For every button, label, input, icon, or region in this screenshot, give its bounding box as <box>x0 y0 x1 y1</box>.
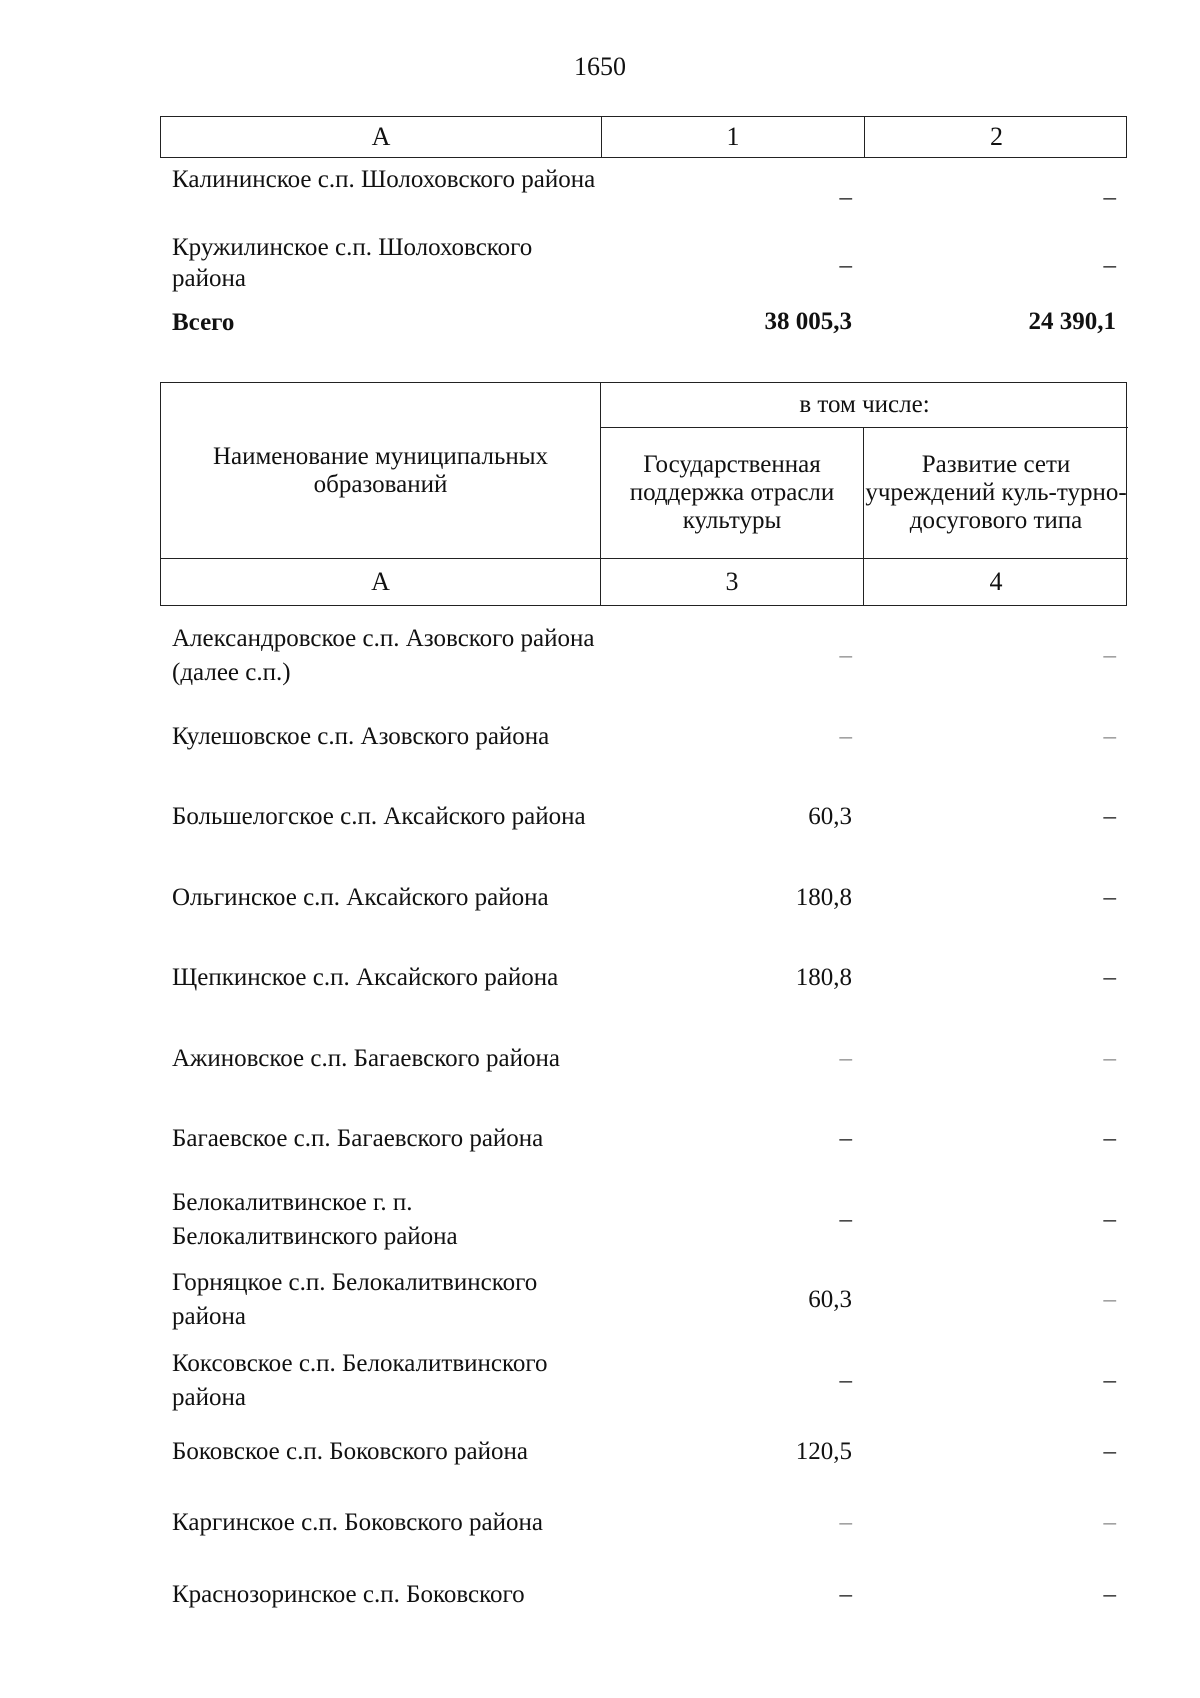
header-col3: Государственная поддержка отрасли культуры <box>601 428 864 559</box>
row-col4: – <box>1103 722 1116 750</box>
row-col3: 60,3 <box>808 1286 852 1314</box>
row-col4: – <box>1103 964 1116 992</box>
table-row <box>160 1180 1127 1261</box>
table-row <box>160 697 1127 778</box>
row-name: Белокалитвинское г. п. Белокалитвинского района <box>172 1188 458 1250</box>
table-row <box>160 858 1127 939</box>
table-row <box>160 1483 1127 1564</box>
row-col4: – <box>1103 642 1116 670</box>
row-col3: – <box>839 1509 852 1537</box>
row-col4: – <box>1103 803 1116 831</box>
row-col1: – <box>839 252 852 279</box>
row-col4: – <box>1103 1125 1116 1153</box>
table-main <box>160 382 1127 1626</box>
table-row <box>160 1019 1127 1100</box>
row-name: Большелогское с.п. Аксайского района <box>172 803 586 831</box>
row-col3: 180,8 <box>795 964 852 992</box>
table1-header-1: 1 <box>601 117 864 157</box>
row-name: Боковское с.п. Боковского района <box>172 1438 528 1465</box>
row-col3: – <box>839 1366 852 1394</box>
header-including: в том числе: <box>601 383 1128 428</box>
row-name: Александровское с.п. Азовского района (далее с.п.) <box>172 625 595 687</box>
row-col3: 180,8 <box>795 883 852 911</box>
numbering-3: 3 <box>601 559 864 605</box>
row-name: Коксовское с.п. Белокалитвинского района <box>172 1349 548 1411</box>
table-row <box>160 1564 1127 1626</box>
table-row <box>160 616 1127 697</box>
table1-header <box>160 116 1127 158</box>
row-name: Каргинское с.п. Боковского района <box>172 1509 543 1537</box>
table-row <box>160 1260 1127 1341</box>
table2-header <box>160 382 1127 606</box>
table-row <box>160 232 1127 300</box>
row-col3: – <box>839 1125 852 1153</box>
row-col3: – <box>839 1205 852 1233</box>
total-label: Всего <box>172 308 235 336</box>
row-name: Ольгинское с.п. Аксайского района <box>172 883 549 911</box>
row-col4: – <box>1103 1366 1116 1394</box>
row-name: Щепкинское с.п. Аксайского района <box>172 964 559 992</box>
table-row <box>160 938 1127 1019</box>
row-name: Краснозоринское с.п. Боковского <box>172 1580 525 1608</box>
row-col2: – <box>1103 252 1116 279</box>
numbering-4: 4 <box>989 567 1003 596</box>
row-name: Кулешовское с.п. Азовского района <box>172 722 550 750</box>
row-name: Ажиновское с.п. Багаевского района <box>172 1044 560 1072</box>
row-col4: – <box>1103 1286 1116 1314</box>
header-municipality-name: Наименование муниципальных образований <box>161 383 601 559</box>
numbering-a: А <box>161 559 601 605</box>
row-col3: – <box>839 1044 852 1072</box>
row-name: Багаевское с.п. Багаевского района <box>172 1125 544 1153</box>
table-row <box>160 1099 1127 1180</box>
row-col3: – <box>839 722 852 750</box>
row-col4: – <box>1103 1438 1116 1465</box>
table-continued <box>160 116 1127 344</box>
row-col3: – <box>839 1580 852 1608</box>
row-col1: – <box>839 184 852 211</box>
table1-header-a: А <box>371 122 391 151</box>
row-col3: 120,5 <box>795 1438 852 1465</box>
header-col4: Развитие сети учреждений куль-турно-досугового типа <box>864 428 1128 559</box>
page-number: 1650 <box>574 52 626 81</box>
row-col4: – <box>1103 1580 1116 1608</box>
table-row <box>160 777 1127 858</box>
row-col3: – <box>839 642 852 670</box>
row-col4: – <box>1103 1205 1116 1233</box>
table-row <box>160 164 1127 232</box>
total-col1: 38 005,3 <box>764 308 852 335</box>
row-name: Кружилинское с.п. Шолоховского района <box>172 234 533 292</box>
table2-body <box>160 616 1127 1626</box>
row-name: Калининское с.п. Шолоховского района <box>172 166 596 193</box>
table-row <box>160 1421 1127 1483</box>
row-col3: 60,3 <box>808 803 852 831</box>
total-col2: 24 390,1 <box>1028 308 1116 335</box>
row-col2: – <box>1103 184 1116 211</box>
row-col4: – <box>1103 883 1116 911</box>
row-name: Горняцкое с.п. Белокалитвинского района <box>172 1269 538 1331</box>
row-col4: – <box>1103 1509 1116 1537</box>
table1-header-2: 2 <box>864 117 1128 157</box>
row-col4: – <box>1103 1044 1116 1072</box>
total-row <box>160 300 1127 344</box>
table-row <box>160 1341 1127 1422</box>
